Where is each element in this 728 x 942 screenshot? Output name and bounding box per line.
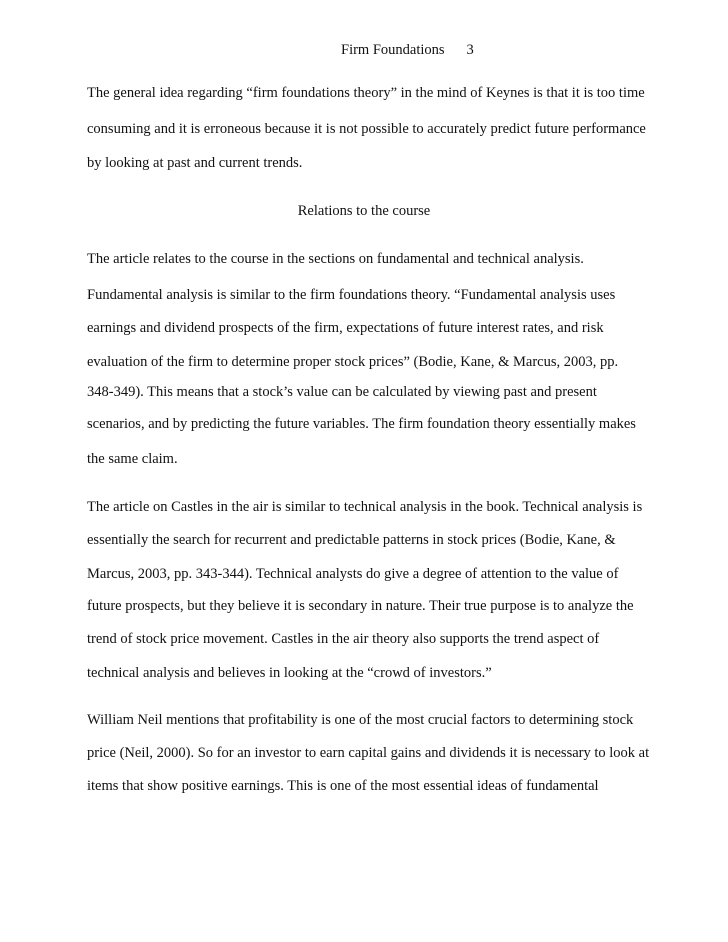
- section-heading: Relations to the course: [297, 203, 431, 219]
- paragraph-line: scenarios, and by predicting the future variables. The firm foundation theory essentially makes: [87, 416, 636, 432]
- paragraph-line: technical analysis and believes in looking at the “crowd of investors.”: [87, 665, 492, 681]
- paragraph-line: The article relates to the course in the sections on fundamental and technical analysis.: [87, 251, 584, 267]
- page-header: [341, 41, 474, 59]
- paragraph-line: The general idea regarding “firm foundations theory” in the mind of Keynes is that it is too time: [87, 85, 645, 101]
- paragraph-line: trend of stock price movement. Castles in the air theory also supports the trend aspect of: [87, 631, 600, 647]
- paragraph-line: consuming and it is erroneous because it is not possible to accurately predict future performance: [87, 121, 646, 137]
- paragraph-line: Fundamental analysis is similar to the firm foundations theory. “Fundamental analysis uses: [87, 287, 616, 303]
- paragraph-line: price (Neil, 2000). So for an investor to earn capital gains and dividends it is necessary to look at: [87, 745, 650, 761]
- paragraph-line: 348-349). This means that a stock’s value can be calculated by viewing past and present: [87, 384, 597, 400]
- paragraph-line: future prospects, but they believe it is secondary in nature. Their true purpose is to analyze the: [87, 598, 634, 614]
- paragraph-line: earnings and dividend prospects of the firm, expectations of future interest rates, and risk: [87, 320, 604, 336]
- page-number: 3: [466, 42, 474, 58]
- paragraph-line: by looking at past and current trends.: [87, 155, 303, 171]
- paragraph-line: Marcus, 2003, pp. 343-344). Technical analysts do give a degree of attention to the value of: [87, 566, 619, 582]
- running-head: Firm Foundations: [341, 42, 445, 58]
- paragraph-line: The article on Castles in the air is similar to technical analysis in the book. Technical analysis is: [87, 499, 643, 515]
- paragraph-line: essentially the search for recurrent and predictable patterns in stock prices (Bodie, Kane, &: [87, 532, 616, 548]
- paragraph-line: items that show positive earnings. This is one of the most essential ideas of fundamental: [87, 778, 599, 794]
- paragraph-line: evaluation of the firm to determine proper stock prices” (Bodie, Kane, & Marcus, 2003, pp.: [87, 354, 619, 370]
- paragraph-line: William Neil mentions that profitability is one of the most crucial factors to determining stock: [87, 712, 634, 728]
- paragraph-line: the same claim.: [87, 451, 178, 467]
